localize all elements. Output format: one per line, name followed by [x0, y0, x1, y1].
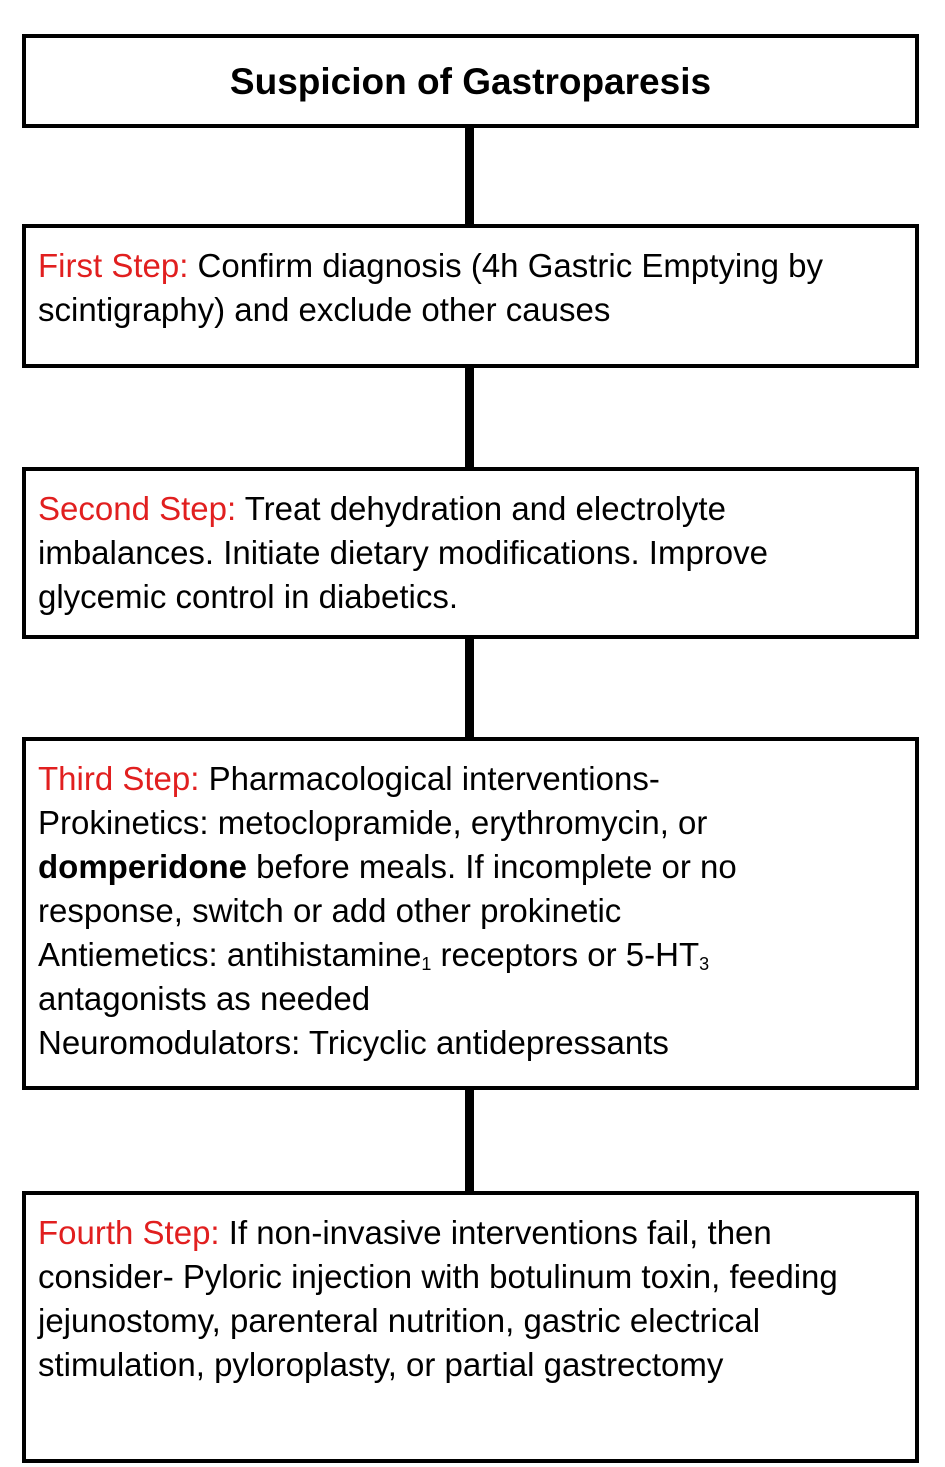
second-step-text — [38, 487, 905, 619]
connector-step1-to-step2 — [465, 368, 474, 467]
first-step-box — [22, 224, 919, 368]
third-step-intro: Pharmacological interventions- — [199, 760, 660, 797]
second-step-label: Second Step: — [38, 490, 237, 527]
third-step-prokinetics: Prokinetics: metoclopramide, erythromycin, or — [38, 804, 708, 841]
title-box — [22, 34, 919, 128]
third-step-line-1 — [38, 757, 905, 801]
third-step-label: Third Step: — [38, 760, 200, 797]
third-step-antiemetics — [38, 933, 905, 977]
third-step-box — [22, 737, 919, 1090]
third-step-antagonists: antagonists as needed — [38, 980, 371, 1017]
antiemetics-text-a: Antiemetics: antihistamine — [38, 936, 422, 973]
third-step-line-3 — [38, 845, 905, 889]
subscript-1: 1 — [421, 954, 432, 974]
connector-title-to-step1 — [465, 128, 474, 224]
diagram-title: Suspicion of Gastroparesis — [229, 60, 712, 102]
fourth-step-label: Fourth Step: — [38, 1214, 220, 1251]
fourth-step-description: If non-invasive interventions fail, then consider- Pyloric injection with botulinum toxin, feeding jejunostomy, parenteral nutrition, gastric electrical stimulation, pyloroplasty, or partial gastrectomy — [38, 1214, 838, 1383]
domperidone-highlight: domperidone — [38, 848, 248, 885]
fourth-step-text — [38, 1211, 905, 1387]
first-step-label: First Step: — [38, 247, 189, 284]
second-step-box — [22, 467, 919, 639]
subscript-3: 3 — [699, 954, 710, 974]
antiemetics-text-b: receptors or 5-HT — [431, 936, 700, 973]
first-step-text — [38, 244, 905, 332]
third-step-line-3-rest: before meals. If incomplete or no — [247, 848, 737, 885]
third-step-neuromodulators: Neuromodulators: Tricyclic antidepressants — [38, 1024, 669, 1061]
connector-step2-to-step3 — [465, 639, 474, 737]
second-step-description: Treat dehydration and electrolyte imbalances. Initiate dietary modifications. Improve glycemic control in diabetics. — [38, 490, 768, 615]
third-step-text — [38, 757, 905, 1065]
third-step-response: response, switch or add other prokinetic — [38, 892, 622, 929]
first-step-description: Confirm diagnosis (4h Gastric Emptying by scintigraphy) and exclude other causes — [38, 247, 823, 328]
connector-step3-to-step4 — [465, 1090, 474, 1191]
fourth-step-box — [22, 1191, 919, 1463]
